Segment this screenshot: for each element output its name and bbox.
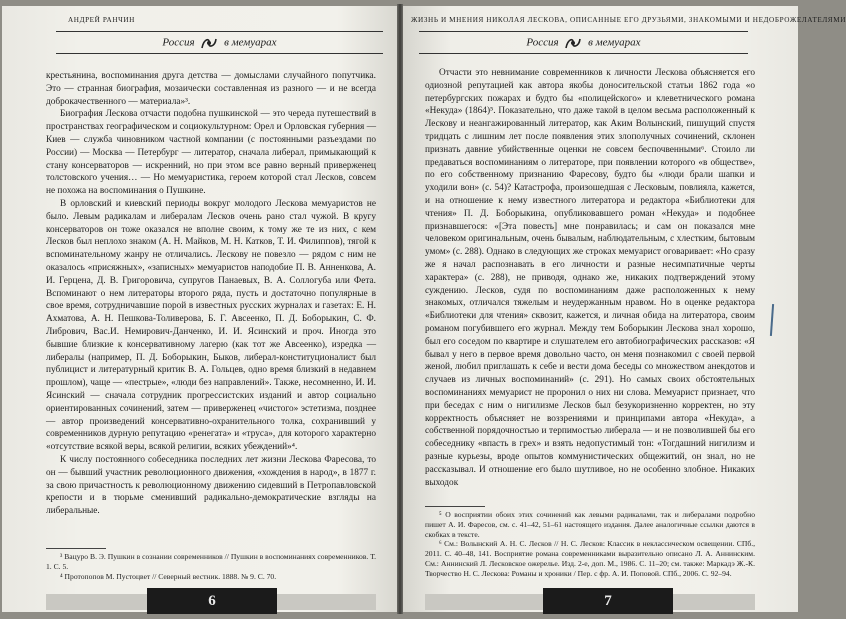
- banner-title-part: Россия: [162, 36, 195, 49]
- banner-title: [56, 36, 383, 50]
- footnote: ⁵ О восприятии обоих этих сочинений как левыми радикалами, так и либералами подробно пишет А. И. Фаресов, см. с. 41–42, 51–61 настоящего издания. Далее аналогичные ссылки даются в скобках в тексте.: [425, 510, 755, 539]
- footnote-rule: [46, 548, 106, 549]
- banner-title-part: в мемуарах: [588, 36, 641, 49]
- left-page: [2, 6, 397, 612]
- banner-title-part: Россия: [526, 36, 559, 49]
- paragraph: крестьянина, воспоминания друга детства — домыслами случайного попутчика. Это — странная биография, мозаически составленная из разного — и не всегда доброкачественного — материала»³.: [46, 71, 376, 107]
- footnote: ⁴ Протопопов М. Пустоцвет // Северный вестник. 1888. № 9. С. 70.: [60, 571, 277, 581]
- series-banner: [56, 28, 383, 58]
- paragraph: Биография Лескова отчасти подобна пушкинской — это череда путешествий в пространствах географическом и социокультурном: Орел и Орловская губерния — Киев — служба чиновником частной компании (с постоянными разъездами по России) — Москва — Петербург — литератор, сначала либерал, примыкающий к стану консерваторов — искренний, но при этом все равно верный приверженец толстовского учения… — Но мемуаристика, героем которой стал Лесков, совсем не похожа на воспоминания о Пушкине.: [46, 109, 376, 197]
- running-head: ЖИЗНЬ И МНЕНИЯ НИКОЛАЯ ЛЕСКОВА, ОПИСАННЫЕ ЕГО ДРУЗЬЯМИ, ЗНАКОМЫМИ И НЕДОБРОЖЕЛАТЕЛЯМИ: [411, 16, 846, 24]
- footnote: ³ Вацуро В. Э. Пушкин в сознании современников // Пушкин в воспоминаниях современников. Т. 1. С. 5.: [46, 552, 376, 571]
- main-text: [46, 70, 376, 518]
- footnotes: [46, 552, 376, 581]
- banner-rule: [419, 31, 748, 32]
- footnote-rule: [425, 506, 485, 507]
- main-text: [425, 67, 755, 489]
- series-emblem-icon: [200, 36, 218, 50]
- banner-rule: [56, 31, 383, 32]
- page-number: 7: [543, 588, 673, 614]
- banner-title-part: в мемуарах: [224, 36, 277, 49]
- paragraph: В орловский и киевский периоды вокруг молодого Лескова мемуаристов не было. Левым радикалам и либералам Лесков очень рано стал чужой. В кругу консерваторов он тоже оказался не вполне своим, к тому же те из них, с кем Лесков был неплохо знаком (А. Н. Майков, М. Н. Катков, Т. И. Филиппов), тягой к вспоминательному жанру не отличались. Лескову не повезло — рядом с ним не оказалось «присяжных», «записных» мемуаристов наподобие П. В. Анненкова, А. И. Герцена, Д. В. Григоровича, супругов Панаевых, В. А. Соллогуба или Фета. Вспоминают о нем литераторы второго ряда, пусть и достаточно популярные в свое время, сотрудничавшие порой в известных русских журналах и газетах: Е. Н. Ахматова, А. Н. Пешкова-Толиверова, Б. Г. Авсеенко, П. Д. Боборыкин, С. Ф. Либрович, Вас.И. Немирович-Данченко, И. И. Ясинский и проч. Иногда это бывшие близкие к консервативному лагерю (как тот же Авсеенко), изредка — либералы (например, П. Д. Боборыкин, Быков, либерал-конституционалист был публицист и литературный критик В. А. Гольцев, одно время близкий в недавнем прошлом), чаще — «пестрые», «люди без направлений». Также, несомненно, И. И. Ясинский — сначала сотрудник прогрессистских изданий и автор социально ориентированных сочинений, затем — приверженец «чистого» эстетизма, позднее — автор произведений консервативно-охранительного толка, сохранивший у современников дурную репутацию «ренегата» и «труса», для которого характерно «отсутствие всякой веры, всякой религии, всяких убеждений»⁴.: [46, 198, 376, 453]
- paragraph: Отчасти это невнимание современников к личности Лескова объясняется его одиозной репутацией как автора якобы доносительской статьи 1862 года «о петербургских пожарах и будто бы «полицейского» и клеветнического романа «Некуда» (1864)⁵. Показательно, что даже такой в целом весьма расположенный к Лескову и неангажированный литератор, как Аким Волынский, пишущий спустя тридцать с лишним лет после появления этих злополучных сочинений, склонен признать давние убийственные оценки не совсем беспочвенными⁶. Стоило ли предаваться воспоминаниям о литераторе, при появлении которого «в обществе», по его собственному признанию Фаресову, будто бы «люди брали шапки и уходили вон» (с. 54)? Катастрофа, произошедшая с Лесковым, повлияла, кажется, и на отношение к нему известного литератора и редактора «Библиотеки для чтения» П. Д. Боборыкина, опубликовавшего роман «Некуда» и подобнее признавшегося: «[Эта повесть] мне понравилась; и сам он показался мне человеком оригинальным, очень бывалым, наблюдательным, с хлестким, бытовым умом» (с. 288). Однако в следующих же строках мемуарист оговаривает: «Но сразу же я начал распознавать в его личности и разные несимпатичные черты характера» (с. 288), не приводя, однако же, никаких подтверждений этому суждению. Лесков, судя по воспоминаниям даже расположенных к нему знакомых, отличался тяжелым и неудержанным нравом. Но в оценке редактора «Библиотеки для чтения» сквозит, кажется, и личная обида на литератора, своим романом погубившего его журнал. Между тем Боборыкин Лескова знал хорошо, был его соседом по квартире и слушателем его автобиографических рассказов: «Я бывал у него в первое время довольно часто, он меня познакомил с своей первой женой, любил приглашать к себе и вести дома беседы со множеством анекдотов и случаев из личных воспоминаний» (с. 291). Но самых своих обстоятельных воспоминаниях мемуарист не проронил о них ни слова. Мемуарист признает, что при беседах с ним о нигилизме Лесков был безукоризненно корректен, но эту корректность объясняет не воззрениями и принципами автора «Некуда», а собственной порядочностью и терпимостью либерала — и не позволившей бы его собеседнику «впасть в грех» и взять недопустимый тон: «Тогдашний нигилизм и разные курьезы, вроде опытов коммунистических общежитий, он знал, но не рассказывал. И отношение его было шутливое, но не особенно злобное. Никаких выходок: [425, 68, 755, 488]
- banner-rule: [56, 53, 383, 54]
- right-page: [403, 6, 846, 612]
- page-number: 6: [147, 588, 277, 614]
- banner-title: [419, 36, 748, 50]
- running-head: АНДРЕЙ РАНЧИН: [68, 16, 135, 24]
- footnote: ⁶ См.: Волынский А. Н. С. Лесков // Н. С. Лесков: Классик в неклассическом освещении. СПб., 2011. С. 40–48, 141. Восприятие романа современниками выразительно описано Л. А. Аннинским. См.: Аннинский Л. Лесковское ожерелье. Изд. 2-е, доп. М., 1986. С. 11–20; см. также: Маркадэ Ж.-К. Творчество Н. С. Лескова: Романы и хроники / Пер. с фр. А. И. Поповой. СПб., 2006. С. 92–94.: [425, 539, 755, 578]
- footnotes: [425, 510, 755, 579]
- series-emblem-icon: [564, 36, 582, 50]
- pen-margin-mark: [770, 304, 774, 336]
- paragraph: К числу постоянного собеседника последних лет жизни Лескова Фаресова, то он — бывший участник революционного движения, «хождения в народ», в 1877 г. за свою причастность к революционному движению сидевший в Петропавловской крепости и в тюрьме сменивший радикально-демократические взгляды на либеральные.: [46, 454, 376, 517]
- series-banner: [419, 28, 748, 58]
- banner-rule: [419, 53, 748, 54]
